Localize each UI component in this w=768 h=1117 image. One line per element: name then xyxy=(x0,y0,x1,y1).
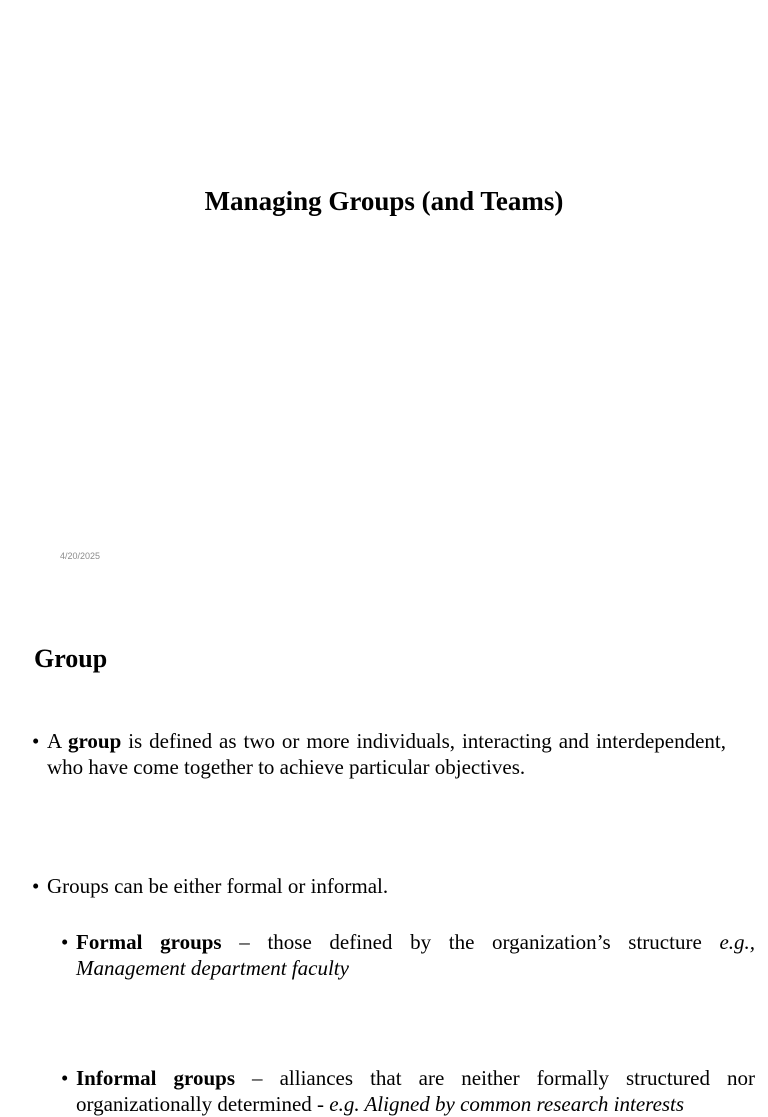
sub-bullet-term: Informal groups xyxy=(76,1066,236,1090)
bullet-group-definition xyxy=(32,728,726,780)
bullet-text: is defined as two or more individuals, interacting and interdependent, who have come together to achieve particular objectives. xyxy=(47,729,726,779)
bullet-text: Groups can be either formal or informal. xyxy=(47,874,389,898)
slide-heading: Group xyxy=(34,644,108,673)
bullet-group-types xyxy=(32,873,726,899)
sub-bullet-informal-groups xyxy=(32,1065,755,1117)
sub-bullet-example: e.g., Management department faculty xyxy=(76,930,756,980)
sub-bullet-text: – alliances that are neither formally structured nor organizationally determined - xyxy=(76,1066,755,1116)
sub-bullet-formal-groups xyxy=(32,929,755,981)
sub-bullet-text: – those defined by the organization’s structure xyxy=(221,930,720,954)
slide-title: Managing Groups (and Teams) xyxy=(204,186,564,216)
slide-date: 4/20/2025 xyxy=(60,551,101,561)
sub-bullet-term: Formal groups xyxy=(76,930,222,954)
group-slide xyxy=(0,576,768,1116)
sub-bullet-example: e.g. Aligned by common research interests xyxy=(329,1092,685,1116)
bullet-text-prefix: A xyxy=(47,729,68,753)
bullet-term: group xyxy=(67,729,122,753)
